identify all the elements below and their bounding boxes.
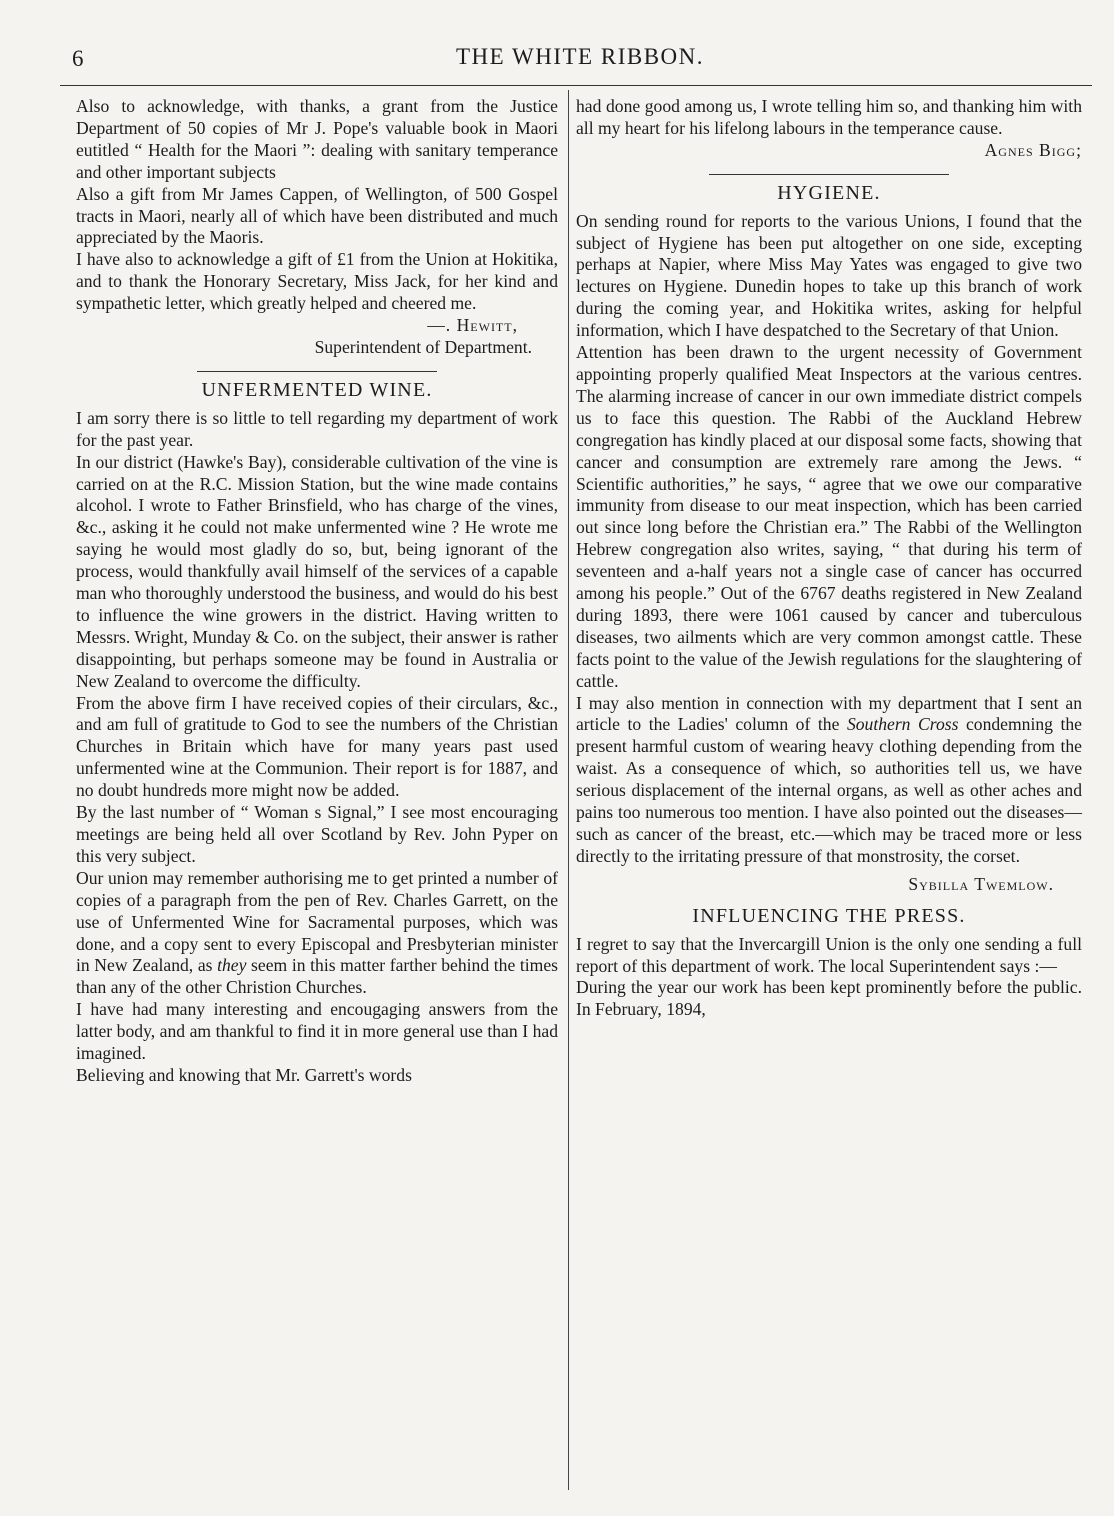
- section-heading: INFLUENCING THE PRESS.: [692, 904, 966, 927]
- page-header: [60, 44, 1100, 80]
- header-rule: [60, 85, 1092, 86]
- paragraph: Believing and knowing that Mr. Garrett's words: [76, 1064, 412, 1085]
- paragraph: Also a gift from Mr James Cappen, of Wellington, of 500 Gospel tracts in Maori, nearly all of which have been distributed and much appreciated by the Maoris.: [76, 183, 558, 248]
- signature: Sybilla Twemlow.: [908, 873, 1054, 894]
- journal-title: THE WHITE RIBBON.: [455, 44, 705, 69]
- paragraph: On sending round for reports to the various Unions, I found that the subject of Hygiene has been put altogether on one side, excepting perhaps at Napier, where Miss May Yates was engaged to give two lectures on Hygiene. Dunedin hopes to take up this branch of work during the coming year, and Hokitika writes, asking for helpful information, which I have despatched to the Secretary of that Union.: [576, 210, 1082, 341]
- left-column: [76, 96, 558, 1087]
- paragraph: By the last number of “ Woman s Signal,” I see most encouraging meetings are being held all over Scotland by Rev. John Pyper on this very subject.: [76, 802, 558, 866]
- signature-name: —. Hewitt,: [427, 315, 518, 336]
- paragraph: Also to acknowledge, with thanks, a grant from the Justice Department of 50 copies of Mr J. Pope's valuable book in Maori eutitled “ Health for the Maori ”: dealing with sanitary temperance and other important subjects: [76, 96, 558, 182]
- signature: Agnes Bigg;: [984, 139, 1082, 160]
- section-divider: [197, 371, 437, 372]
- paragraph: From the above firm I have received copies of their circulars, &c., and am full of gratitude to God to see the numbers of the Christian Churches in Britain which have for many years past used unfermented wine at the Communion. Their report is for 1887, and no doubt hundreds more might now be added.: [76, 692, 558, 801]
- signature-role: Superintendent of Department.: [314, 336, 532, 357]
- paragraph: Our union may remember authorising me to get printed a number of copies of a paragraph from the pen of Rev. Charles Garrett, on the use of Unfermented Wine for Sacramental purposes, which was done, and a copy sent to every Episcopal and Presbyterian minister in New Zealand, as they seem in this matter farther behind the times than any of the other Christion Churches.: [76, 867, 558, 998]
- paragraph: I have had many interesting and encougaging answers from the latter body, and am thankful to find it in more general use than I had imagined.: [76, 999, 558, 1064]
- right-column: [576, 96, 1082, 1021]
- section-divider: [709, 174, 949, 175]
- paragraph: I regret to say that the Invercargill Union is the only one sending a full report of this department of work. The local Superintendent says :—: [576, 933, 1082, 976]
- paragraph: In our district (Hawke's Bay), considerable cultivation of the vine is carried on at the R.C. Mission Station, but the wine made contains alcohol. I wrote to Father Brinsfield, who has charge of the vines, &c., asking it he could not make unfermented wine ? He wrote me saying he would most gladly do so, but, being ignorant of the process, would thankfully avail himself of the services of a capable man who thoroughly understood the business, and would do his best to influence the wine growers in the district. Having written to Messrs. Wright, Munday & Co. on the subject, their answer is rather disappointing, but perhaps someone may be found in Australia or New Zealand to overcome the difficulty.: [76, 451, 558, 691]
- section-heading: HYGIENE.: [777, 181, 881, 204]
- column-divider: [568, 90, 569, 1490]
- paragraph: Attention has been drawn to the urgent necessity of Government appointing properly qualified Meat Inspectors at the various centres. The alarming increase of cancer in our own immediate district compels us to face this question. The Rabbi of the Auckland Hebrew congregation has kindly placed at our disposal some facts, showing that cancer and consumption are extremely rare among the Jews. “ Scientific authorities,” he says, “ agree that we owe our comparative immunity from disease to our meat inspection, which has been carried out since long before the Christian era.” The Rabbi of the Wellington Hebrew congregation also writes, saying, “ that during his term of seventeen and a-half years not a single case of cancer has occurred among his people.” Out of the 6767 deaths registered in New Zealand during 1893, there were 1061 caused by cancer and tuberculous diseases, two ailments which are very common amongst cattle. These facts point to the value of the Jewish regulations for the slaughtering of cattle.: [576, 342, 1082, 691]
- paragraph: I am sorry there is so little to tell regarding my department of work for the past year.: [76, 407, 558, 450]
- paragraph: I may also mention in connection with my department that I sent an article to the Ladies' column of the Southern Cross condemning the present harmful custom of wearing heavy clothing depending from the waist. As a consequence of which, so authorities tell us, we have serious displacement of the internal organs, as well as other aches and pains too numerous too mention. I have also pointed out the diseases—such as cancer of the breast, etc.—which may be traced more or less directly to the irritating pressure of that monstrosity, the corset.: [576, 692, 1082, 866]
- paragraph: I have also to acknowledge a gift of £1 from the Union at Hokitika, and to thank the Honorary Secretary, Miss Jack, for her kind and sympathetic letter, which greatly helped and cheered me.: [76, 249, 558, 314]
- paragraph: During the year our work has been kept prominently before the public. In February, 1894,: [576, 977, 1082, 1020]
- page-number: 6: [72, 46, 84, 71]
- section-heading: UNFERMENTED WINE.: [201, 378, 433, 401]
- paragraph: had done good among us, I wrote telling him so, and thanking him with all my heart for his lifelong labours in the temperance cause.: [576, 96, 1082, 138]
